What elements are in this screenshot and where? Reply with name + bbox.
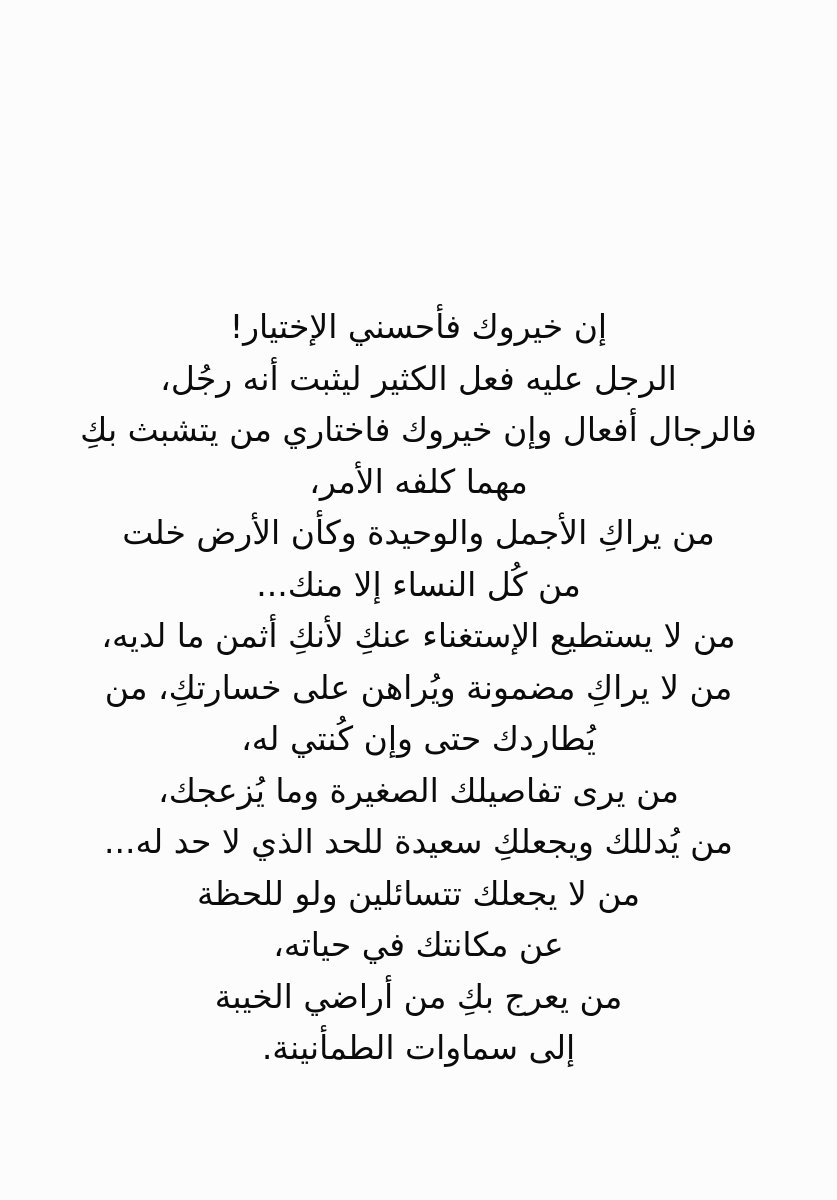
- poem-line: من يعرج بكِ من أراضي الخيبة: [214, 976, 623, 1016]
- poem-line: من كُل النساء إلا منك...: [256, 564, 581, 604]
- poem-line: فالرجال أفعال وإن خيروك فاختاري من يتشبث بكِ: [80, 410, 757, 449]
- poem-line: إلى سماوات الطمأنينة.: [261, 1028, 576, 1067]
- poem-line: من لا يراكِ مضمونة ويُراهن على خسارتكِ، من: [104, 667, 733, 707]
- poem-text-block: [0, 301, 837, 1074]
- poem-line: من يرى تفاصيلك الصغيرة وما يُزعجك،: [158, 770, 679, 810]
- poem-line: عن مكانتك في حياته،: [273, 925, 564, 964]
- poem-line: إن خيروك فأحسني الإختيار!: [229, 307, 608, 346]
- poem-line: من لا يجعلك تتسائلين ولو للحظة: [196, 873, 641, 913]
- poem-line: من يُدللك ويجعلكِ سعيدة للحد الذي لا حد له...: [104, 822, 733, 861]
- poem-line: مهما كلفه الأمر،: [309, 461, 528, 501]
- poem-line: من يراكِ الأجمل والوحيدة وكأن الأرض خلت: [122, 513, 715, 552]
- poem-line: من لا يستطيع الإستغناء عنكِ لأنكِ أثمن ما لديه،: [101, 616, 736, 655]
- poem-line: يُطاردك حتى وإن كُنتي له،: [241, 719, 596, 758]
- poem-line: الرجل عليه فعل الكثير ليثبت أنه رجُل،: [160, 358, 677, 398]
